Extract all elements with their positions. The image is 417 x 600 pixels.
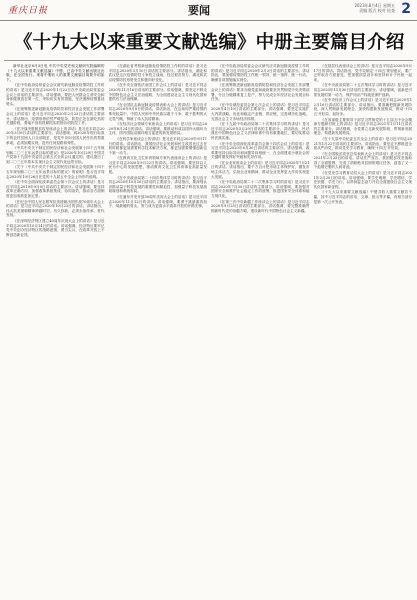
issue-staff: 责编 版式 校对 检查 <box>359 8 395 13</box>
article-paragraph: 《在深圳经济特区建立40周年庆祝大会上的讲话》是习近平同志2020年10月14日的讲话。讲话强调，经济特区要牢记党中央创办经济特区的战略意图，勇当尖兵，在改革开放上不断创造新业绩。 <box>6 219 105 237</box>
article-paragraph: 《在中央全面深化改革委员会第十次会议上的讲话》是习近平同志2019年9月9日讲话的主要部分。讲话强调，要坚持改革正确方向，加强改革系统集成、协同高效，推动各方面制度更加成熟更加定型。 <box>6 180 105 199</box>
article-paragraph: 《在中央全面依法治国工作会议上的讲话》是习近平同志2020年11月16日讲话的主要部分。讲话强调，要坚定不移走中国特色社会主义法治道路，为全面建设社会主义现代化国家提供有力法治保障。 <box>108 83 207 102</box>
newspaper-logo: 重庆日报 <box>8 6 49 16</box>
text-column <box>109 64 208 596</box>
article-headline: 《十九大以来重要文献选编》中册主要篇目介绍 <box>14 32 405 53</box>
article-paragraph: 《在统筹推进新冠肺炎疫情防控和经济社会发展工作部署会议上的讲话》是习近平同志2020年2月23日讲话的主要部分。讲话指出，疫情形势依然严峻复杂，防控正处在最吃劲的关键阶段，要毫不放松抓紧抓实抓细各项防控工作。 <box>6 107 105 126</box>
article-paragraph: 《在中央政治局常委会会议研究应对新冠肺炎疫情工作时的讲话》是习近平同志2020年2月3日讲话的主要部分。讲话指出，要加强疫情防控工作统一领导、统一指挥、统一行动，确保各项措施落实到位。 <box>211 64 310 82</box>
article-paragraph: 《在教育文化卫生体育领域专家代表座谈会上的讲话》是习近平同志2020年9月22日的讲话。讲话强调，要坚持以人民为中心的发展思想，推动教育文化卫生体育事业高质量发展。 <box>108 156 207 175</box>
article-paragraph: 《在科学家座谈会上的讲话》是习近平同志2020年9月11日的讲话。讲话指出，我国经济社会发展和民生改善比过去任何时候都更加需要科学技术解决方案，都更加需要增强创新这个第一动力。 <box>108 136 207 155</box>
article-paragraph: 《在第三次中央新疆工作座谈会上的讲话》是习近平同志2020年9月25日讲话的主要部分。讲话强调，要完整准确贯彻新时代党的治疆方略，建设新时代中国特色社会主义新疆。 <box>211 199 310 213</box>
text-column <box>6 64 105 596</box>
article-paragraph: 《在中央政治局第二十四次集体学习时的讲话》是习近平同志2020年10月16日讲话的主要部分。讲话指出，要深刻认识推动量子科技发展的重要性和紧迫性，加强量子科技发展战略谋划和系统布局。 <box>108 175 207 194</box>
article-paragraph: 《在中央政治局常委会会议研究新冠肺炎疫情防控工作时的讲话》是习近平同志2020年1月22日在中央政治局常委会会议上讲话的主要部分。讲话强调，要把人民群众生命安全和身体健康放在第一位，采取切实有效措施，坚决遏制疫情蔓延势头。 <box>6 83 105 106</box>
text-column <box>314 64 413 596</box>
article-paragraph: 《在省部级主要领导干部学习贯彻党的十九届五中全会精神专题研讨班上的讲话》是习近平同志2021年1月11日讲话的主要部分。讲话强调，全党要立足新发展阶段、贯彻新发展理念、构建新发展格局。 <box>313 117 412 136</box>
issue-date: 2023年8月4日 星期五 <box>354 3 395 8</box>
article-paragraph: 《在全国脱贫攻坚总结表彰大会上的讲话》是习近平同志2021年2月25日的讲话。讲话庄严宣告，我国脱贫攻坚战取得了全面胜利，完成了消除绝对贫困的艰巨任务，创造了又一个彪炳史册的人间奇迹。 <box>313 151 412 170</box>
page-number: 2 <box>401 1 411 17</box>
article-paragraph: 《中共中央关于制定国民经济和社会发展第十四个五年规划和二〇三五年远景目标的建议》是2020年10月29日中国共产党第十九届中央委员会第五次全体会议通过的。建议提出了到二〇三五年基本实现社会主义现代化远景目标。 <box>6 146 105 164</box>
article-paragraph: 《在浦东开发开放30周年庆祝大会上的讲话》是习近平同志2020年11月12日的讲话。讲话强调，要勇于挑最重的担子、啃最硬的骨头，努力成为更高水平改革开放的开路先锋。 <box>108 195 207 209</box>
issue-meta <box>354 3 395 13</box>
article-body <box>6 64 412 596</box>
article-paragraph: 《在经济社会领域专家座谈会上的讲话》是习近平同志2020年8月24日的讲话。讲话强调，要推动形成以国内大循环为主体、国内国际双循环相互促进的新发展格局。 <box>108 122 207 136</box>
article-paragraph: 《在全国抗击新冠肺炎疫情表彰大会上的讲话》是习近平同志2020年9月8日的讲话。讲话指出，在这场同严重疫情的殊死较量中，中国人民和中华民族以敢于斗争、敢于胜利的大无畏气概，铸就了伟大抗疫精神。 <box>108 102 207 121</box>
article-paragraph: 《在中央经济工作会议上的讲话》是习近平同志2020年12月16日讲话的主要部分。讲话指出，要准确把握新发展阶段，深入贯彻新发展理念，加快构建新发展格局，推动'十四五'开好局、起好步。 <box>313 98 412 116</box>
article-paragraph: 《在中央财经委员会第七次会议上的讲话》是习近平同志2020年4月10日讲话的主要部分。讲话强调，要坚定实施扩大内需战略，优化和稳定产业链、供应链，完善城市化战略，完善社会主义市场经济体制。 <box>211 102 310 121</box>
article-paragraph: 《在十九届中央纪委五次全会上的讲话》是习近平同志2021年1月22日讲话的主要部分。讲话指出，要坚定不移推进全面从严治党，推动党史学习教育，确保'十四五'开好局。 <box>313 136 412 151</box>
article-paragraph: 《在中央政治局第二十五次集体学习时的讲话》是习近平同志2020年11月30日讲话的主要部分。讲话强调，创新是引领发展的第一动力，保护知识产权就是保护创新。 <box>313 83 412 97</box>
text-column <box>211 64 310 596</box>
article-paragraph: 《在企业家座谈会上的讲话》是习近平同志2020年7月21日的讲话。讲话指出，要千方百计把市场主体保护好，激发市场主体活力，弘扬企业家精神，推动企业发挥更大作用实现更大发展。 <box>211 160 310 179</box>
article-paragraph: 《在基层代表座谈会上的讲话》是习近平同志2020年9月17日的讲话。讲话指出，党中央制定'十四五'规划建议，要广泛听取各方面意见，把加强顶层设计和坚持问计于民统一起来。 <box>313 64 412 82</box>
article-paragraph: 《在十九届中央政治局第二十次集体学习时的讲话》是习近平同志2020年5月29日讲话的主要部分。讲话指出，民法典在中国特色社会主义法律体系中具有重要地位，要切实推动民法典实施。 <box>211 122 310 140</box>
article-paragraph: 《在决战决胜脱贫攻坚座谈会上的讲话》是习近平同志2020年3月6日讲话的主要部分。讲话强调，到2020年现行标准下的农村贫困人口全部脱贫，是党中央向全国人民作出的郑重承诺，必须如期实现，没有任何退路和弹性。 <box>6 126 105 145</box>
article-paragraph: 《在湖北省考察新冠肺炎疫情防控工作时的讲话》是习近平同志2020年3月10日讲话的主要部分。讲话指出，湖北和武汉是这次疫情防控斗争的主战场，经过艰苦努力，湖北和武汉疫情防控形势发生积极向好变化。 <box>108 64 207 82</box>
article-paragraph: 《在统筹推进新冠肺炎疫情防控和经济社会发展工作部署会议上的讲话》要求各级党委和政府要坚决贯彻党中央决策部署，分区分级精准复工复产，努力完成全年经济社会发展目标任务。 <box>211 83 310 102</box>
masthead <box>0 0 417 21</box>
section-title: 要闻 <box>188 4 210 17</box>
article-paragraph: 《十九大以来重要文献选编》中册共收入重要文献若干篇，其中习近平同志的讲话、文章、批示等多篇，有相当部分是第一次公开发表。 <box>313 190 412 204</box>
article-paragraph: 《在中央全面深化改革委员会第十四次会议上的讲话》是习近平同志2020年6月30日讲话的主要部分。讲话强调，改革要坚持目标导向和问题导向相统一，在全面建成小康社会的关键时期发挥好突破和先导作用。 <box>211 141 310 160</box>
article-paragraph: 新华社北京8月3日电 中共中央党史和文献研究院编辑的《十九大以来重要文献选编》中册，已由中央文献出版社出版，在全国发行。现将中册收入的重要文献篇目简要介绍如下。 <box>6 64 105 82</box>
article-paragraph: 《在纪念中国人民志愿军抗美援朝出国作战70周年大会上的讲话》是习近平同志2020年10月23日的讲话。讲话指出，伟大抗美援朝精神跨越时空、历久弥新，必须永续传承、世代发扬。 <box>6 199 105 218</box>
article-paragraph: 《在中央政治局第二十二次集体学习时的讲话》是习近平同志2020年7月30日讲话的主要部分。讲话强调，要加强对国家安全和维护社会稳定工作的统筹，推进国家安全体系和能力现代化。 <box>211 180 310 199</box>
article-paragraph: 《关于〈中共中央关于制定国民经济和社会发展第十四个五年规划和二〇三五年远景目标的建议〉的说明》是习近平同志2020年10月26日在党的十九届五中全会上所作的说明。 <box>6 165 105 179</box>
headline-divider <box>4 60 413 61</box>
article-paragraph: 《在党史学习教育动员大会上的讲话》是习近平同志2021年2月20日的讲话。讲话强调，要学史明理、学史增信、学史崇德、学史力行，以昂扬姿态奋力开启全面建设社会主义现代化国家新征程。 <box>313 171 412 189</box>
